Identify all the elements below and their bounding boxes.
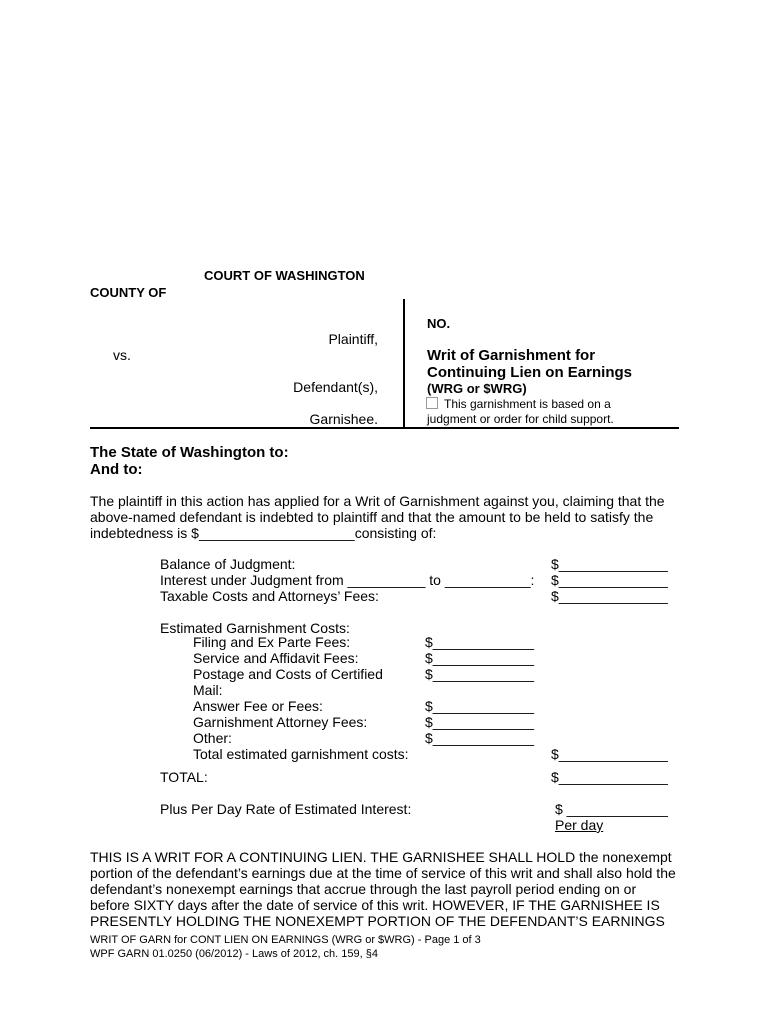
vs-label: vs. — [113, 347, 131, 363]
per-day-label: Plus Per Day Rate of Estimated Interest: — [160, 801, 412, 817]
total-estimated-field[interactable]: $______________ — [551, 746, 668, 762]
lien-line-5: PRESENTLY HOLDING THE NONEXEMPT PORTION OF THE DEFENDANT’S EARNINGS — [90, 913, 665, 929]
total-label: TOTAL: — [160, 769, 208, 785]
child-support-checkbox[interactable] — [426, 397, 438, 409]
filing-fees-field[interactable]: $_____________ — [425, 634, 535, 650]
garnishee-label: Garnishee. — [309, 411, 378, 427]
plaintiff-label: Plaintiff, — [328, 331, 378, 347]
caption-horizontal-divider — [90, 427, 679, 429]
postage-field[interactable]: $_____________ — [425, 666, 535, 682]
interest-field[interactable]: $______________ — [551, 572, 668, 588]
lien-line-1: THIS IS A WRIT FOR A CONTINUING LIEN. THE GARNISHEE SHALL HOLD the nonexempt — [90, 849, 672, 865]
county-label: COUNTY OF — [90, 285, 167, 300]
document-title-line1: Writ of Garnishment for — [427, 347, 596, 364]
caption-vertical-divider — [403, 299, 405, 429]
balance-label: Balance of Judgment: — [160, 556, 296, 572]
service-fees-label: Service and Affidavit Fees: — [193, 650, 359, 666]
intro-line-3: indebtedness is $____________________consisting of: — [90, 525, 437, 541]
intro-paragraph — [90, 493, 680, 541]
other-costs-label: Other: — [193, 730, 232, 746]
answer-fee-label: Answer Fee or Fees: — [193, 698, 323, 714]
case-number-label: NO. — [427, 316, 451, 331]
attorney-fees-label: Garnishment Attorney Fees: — [193, 714, 368, 730]
child-support-text-line1: This garnishment is based on a — [444, 397, 611, 411]
salutation-state: The State of Washington to: — [90, 444, 289, 461]
salutation-and-to: And to: — [90, 461, 143, 478]
attorney-fees-field[interactable]: $_____________ — [425, 714, 535, 730]
intro-line-2: above-named defendant is indebted to plaintiff and that the amount to be held to satisfy the — [90, 509, 654, 525]
document-title-line2: Continuing Lien on Earnings — [427, 364, 632, 381]
balance-field[interactable]: $______________ — [551, 556, 668, 572]
lien-line-3: defendant’s nonexempt earnings that accrue through the last payroll period ending on or — [90, 881, 637, 897]
intro-line-1: The plaintiff in this action has applied for a Writ of Garnishment against you, claiming that the — [90, 493, 665, 509]
estimated-costs-header: Estimated Garnishment Costs: — [160, 620, 350, 636]
total-estimated-label: Total estimated garnishment costs: — [193, 746, 409, 762]
court-title: COURT OF WASHINGTON — [204, 268, 365, 283]
child-support-text-line2: judgment or order for child support. — [427, 412, 614, 426]
defendants-label: Defendant(s), — [293, 379, 378, 395]
footer-form-title: WRIT OF GARN for CONT LIEN ON EARNINGS (WRG or $WRG) - Page 1 of 3 — [90, 934, 481, 946]
interest-label: Interest under Judgment from __________ to ___________: — [160, 572, 535, 588]
postage-label: Postage and Costs of Certified — [193, 666, 383, 682]
continuing-lien-paragraph — [90, 849, 680, 929]
costs-label: Taxable Costs and Attorneys’ Fees: — [160, 588, 379, 604]
service-fees-field[interactable]: $_____________ — [425, 650, 535, 666]
footer-form-number: WPF GARN 01.0250 (06/2012) - Laws of 2012, ch. 159, §4 — [90, 948, 378, 960]
total-field[interactable]: $______________ — [551, 769, 668, 785]
costs-field[interactable]: $______________ — [551, 588, 668, 604]
postage-mail-label: Mail: — [193, 682, 223, 698]
lien-line-2: portion of the defendant’s earnings due at the time of service of this writ and shall also hold the — [90, 865, 676, 881]
per-day-field[interactable]: $ _____________ — [555, 801, 668, 817]
other-costs-field[interactable]: $_____________ — [425, 730, 535, 746]
filing-fees-label: Filing and Ex Parte Fees: — [193, 634, 351, 650]
lien-line-4: before SIXTY days after the date of service of this writ. HOWEVER, IF THE GARNISHEE IS — [90, 897, 660, 913]
document-subtitle: (WRG or $WRG) — [427, 381, 527, 396]
per-day-unit: Per day — [555, 817, 604, 833]
answer-fee-field[interactable]: $_____________ — [425, 698, 535, 714]
